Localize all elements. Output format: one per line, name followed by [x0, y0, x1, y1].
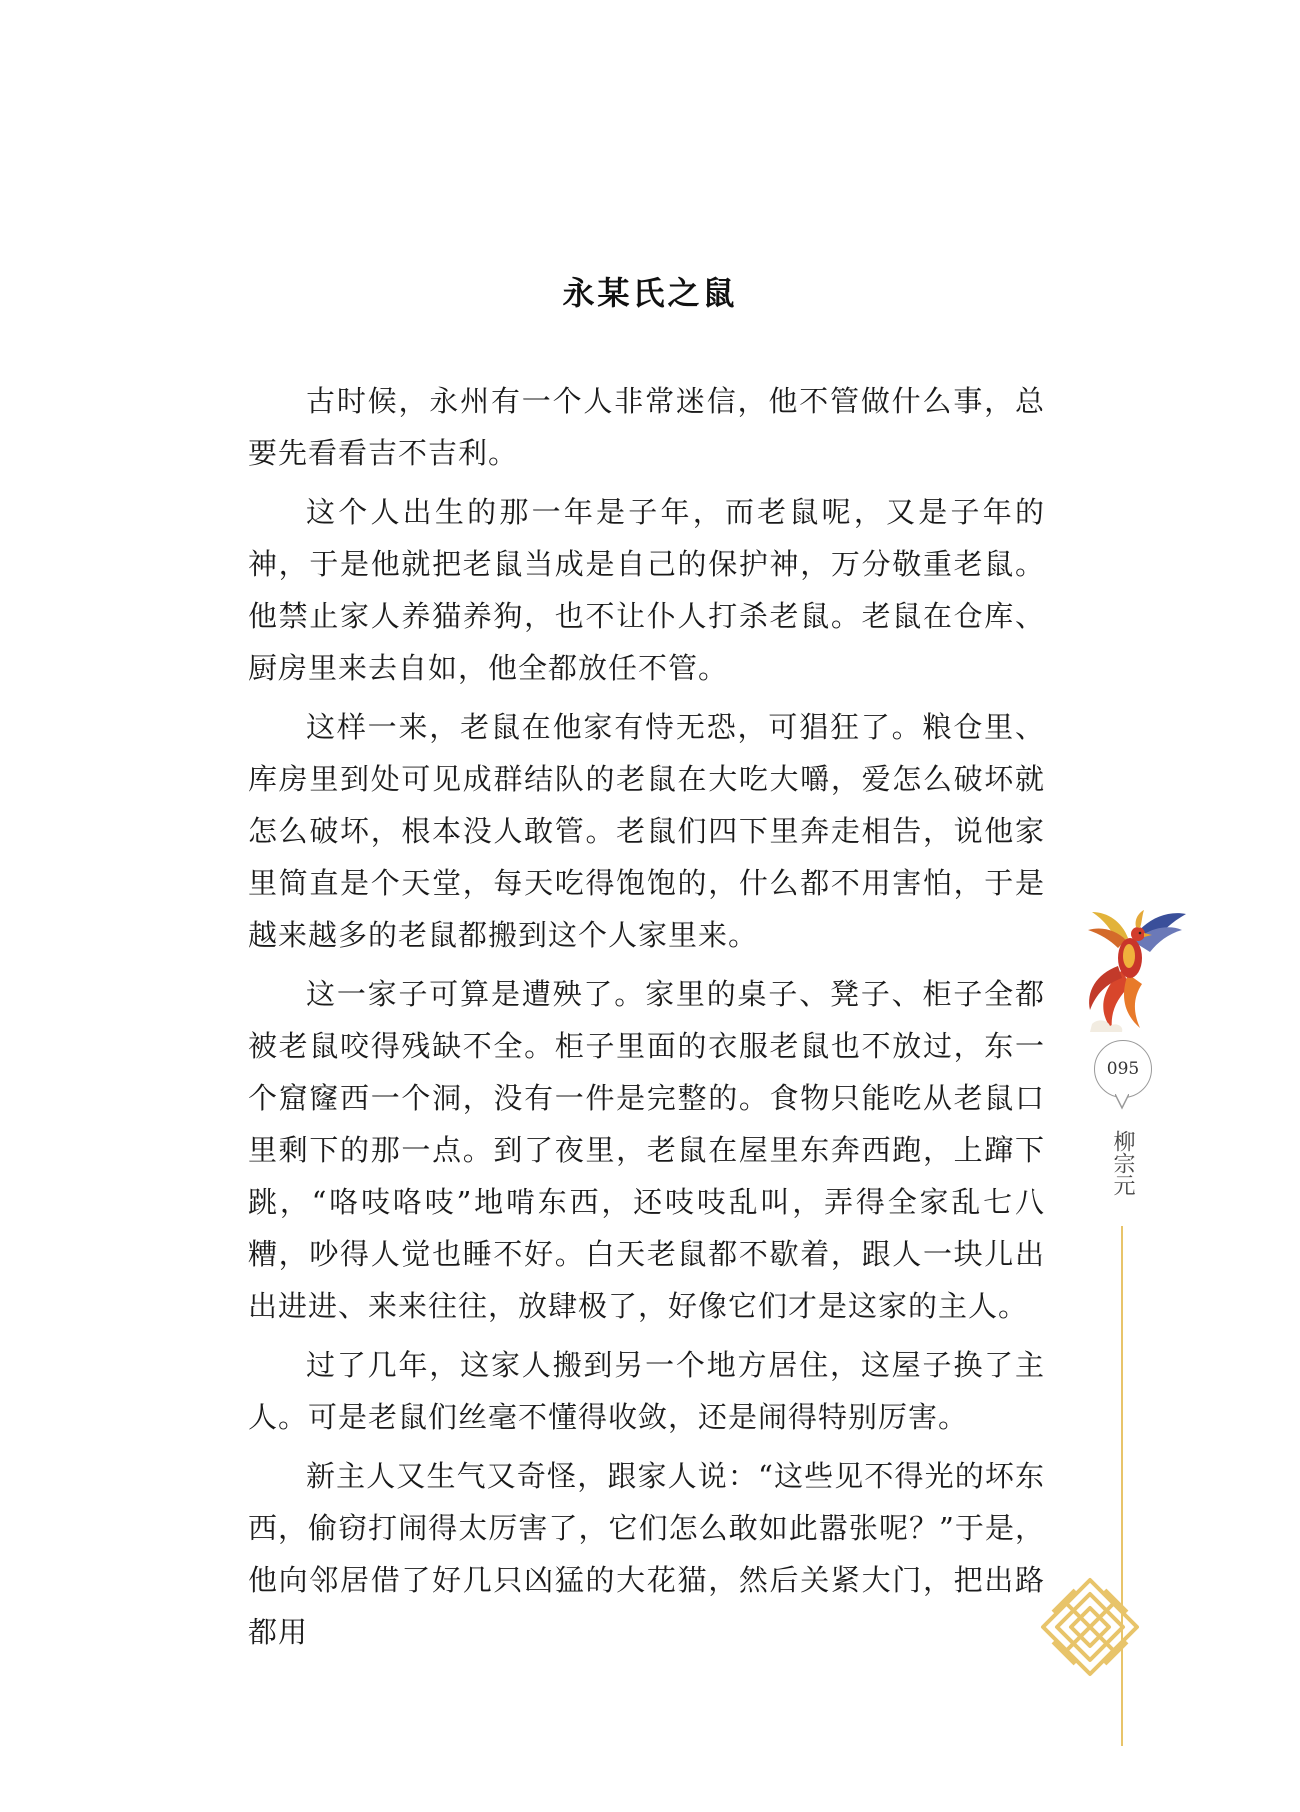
- paragraph: 过了几年，这家人搬到另一个地方居住，这屋子换了主人。可是老鼠们丝毫不懂得收敛，还是闹得特别厉害。: [248, 1348, 1045, 1434]
- body-text: [248, 375, 1045, 1665]
- page-number: 095: [1094, 1040, 1152, 1098]
- paragraph: 古时候，永州有一个人非常迷信，他不管做什么事，总要先看看吉不吉利。: [248, 384, 1045, 470]
- paragraph: 这一家子可算是遭殃了。家里的桌子、凳子、柜子全都被老鼠咬得残缺不全。柜子里面的衣服老鼠也不放过，东一个窟窿西一个洞，没有一件是完整的。食物只能吃从老鼠口里剩下的那一点。到了夜里，老鼠在屋里东奔西跑，上蹿下跳，“咯吱咯吱”地啃东西，还吱吱乱叫，弄得全家乱七八糟，吵得人觉也睡不好。白天老鼠都不歇着，跟人一块儿出出进进、来来往往，放肆极了，好像它们才是这家的主人。: [248, 977, 1045, 1323]
- phoenix-icon: [1082, 900, 1188, 1035]
- page-badge-pointer: [1115, 1094, 1129, 1110]
- paragraph: 新主人又生气又奇怪，跟家人说：“这些见不得光的坏东西，偷窃打闹得太厉害了，它们怎么敢如此嚣张呢？”于是，他向邻居借了好几只凶猛的大花猫，然后关紧大门，把出路都用: [248, 1459, 1045, 1649]
- chapter-title: 永某氏之鼠: [562, 274, 738, 312]
- paragraph: 这样一来，老鼠在他家有恃无恐，可猖狂了。粮仓里、库房里到处可见成群结队的老鼠在大吃大嚼，爱怎么破坏就怎么破坏，根本没人敢管。老鼠们四下里奔走相告，说他家里简直是个天堂，每天吃得饱饱的，什么都不用害怕，于是越来越多的老鼠都搬到这个人家里来。: [248, 710, 1045, 952]
- endless-knot-icon: [1035, 1572, 1145, 1682]
- paragraph: 这个人出生的那一年是子年，而老鼠呢，又是子年的神，于是他就把老鼠当成是自己的保护神，万分敬重老鼠。他禁止家人养猫养狗，也不让仆人打杀老鼠。老鼠在仓库、厨房里来去自如，他全都放任不管。: [248, 495, 1045, 685]
- author-name: 柳宗元: [1110, 1130, 1135, 1196]
